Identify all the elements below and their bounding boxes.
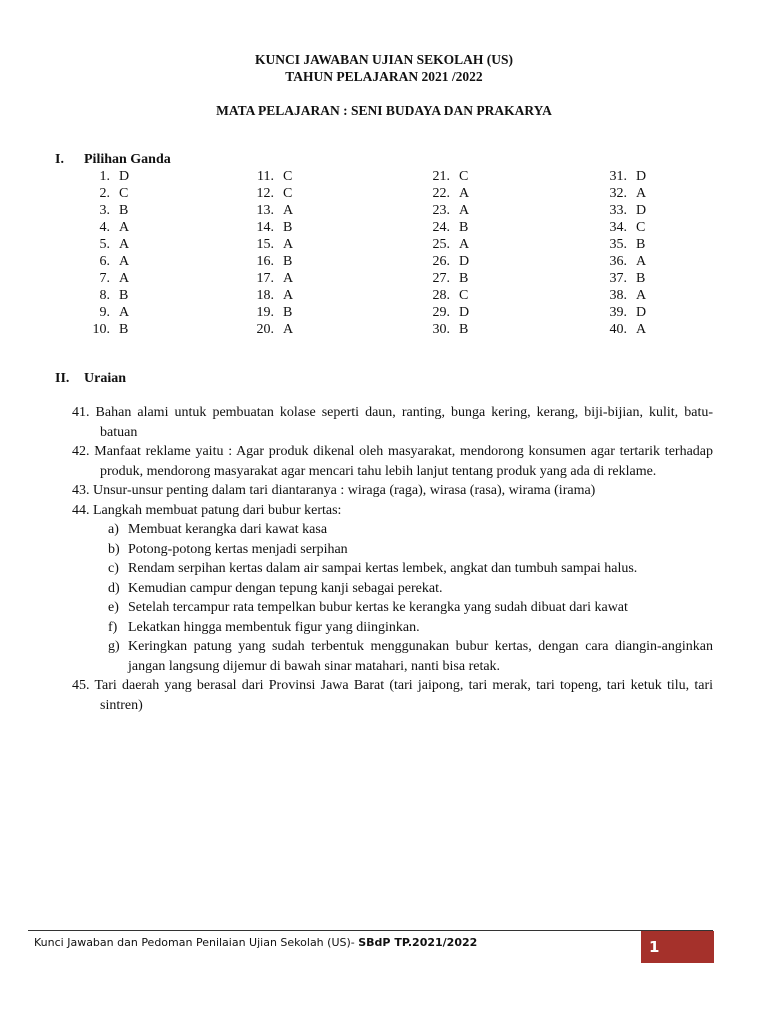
question-number: 13. [256, 203, 274, 218]
question-number: 35. [609, 237, 627, 252]
answer-letter: D [459, 305, 470, 320]
question-number: 28. [432, 288, 450, 303]
answer-row [91, 304, 129, 321]
answer-letter: D [119, 169, 130, 184]
answer-letter: B [283, 254, 293, 269]
essay-44-step [108, 598, 713, 618]
answer-letter: A [119, 220, 130, 235]
question-number: 20. [256, 322, 274, 337]
answer-letter: A [119, 271, 130, 286]
answer-row [254, 185, 293, 202]
answer-row [91, 287, 129, 304]
answer-row [91, 270, 129, 287]
answer-row [430, 219, 469, 236]
answer-letter: C [636, 220, 646, 235]
answer-row [254, 236, 293, 253]
answer-letter: C [283, 169, 293, 184]
answer-letter: B [636, 271, 646, 286]
question-number: 26. [432, 254, 450, 269]
answer-row [254, 219, 293, 236]
section-title: Pilihan Ganda [84, 152, 171, 167]
answer-letter: A [636, 186, 647, 201]
question-number: 22. [432, 186, 450, 201]
question-number: 16. [256, 254, 274, 269]
answer-column [91, 168, 129, 338]
question-number: 39. [609, 305, 627, 320]
page-number-badge: 1 [641, 931, 714, 963]
question-number: 3. [99, 203, 110, 218]
step-letter: g) [108, 639, 120, 654]
answer-letter: B [459, 220, 469, 235]
answer-row [606, 219, 646, 236]
answer-row [606, 185, 646, 202]
question-number: 25. [432, 237, 450, 252]
question-number: 31. [609, 169, 627, 184]
answer-letter: B [119, 288, 129, 303]
doc-title: KUNCI JAWABAN UJIAN SEKOLAH (US) [254, 52, 514, 67]
answer-column [430, 168, 469, 338]
answer-row [430, 202, 469, 219]
footer-label: Kunci Jawaban dan Pedoman Penilaian Ujian Sekolah (US)- [34, 936, 359, 949]
answer-letter: B [119, 203, 129, 218]
answer-letter: A [119, 254, 130, 269]
answer-row [254, 287, 293, 304]
answer-row [606, 270, 646, 287]
step-text: Lekatkan hingga membentuk figur yang diinginkan. [128, 619, 420, 635]
answer-row [254, 202, 293, 219]
answer-letter: A [459, 237, 470, 252]
essay-44-step [108, 579, 713, 599]
answer-row [606, 168, 646, 185]
question-number: 36. [609, 254, 627, 269]
answer-row [606, 321, 646, 338]
answer-letter: B [636, 237, 646, 252]
answer-letter: D [636, 305, 647, 320]
doc-year: TAHUN PELAJARAN 2021 /2022 [285, 69, 483, 84]
answer-letter: C [459, 169, 469, 184]
question-number: 4. [99, 220, 110, 235]
answer-row [91, 185, 129, 202]
doc-subject: MATA PELAJARAN : SENI BUDAYA DAN PRAKARYA [216, 103, 552, 118]
answer-letter: A [119, 237, 130, 252]
answer-row [91, 253, 129, 270]
step-text: Membuat kerangka dari kawat kasa [128, 522, 328, 537]
question-number: 15. [256, 237, 274, 252]
question-number: 30. [432, 322, 450, 337]
question-number: 8. [99, 288, 110, 303]
question-number: 32. [609, 186, 627, 201]
question-number: 12. [256, 186, 274, 201]
step-text: Setelah tercampur rata tempelkan bubur kertas ke kerangka yang sudah dibuat dari kawat [128, 600, 628, 615]
question-number: 9. [99, 305, 110, 320]
question-number: 17. [256, 271, 274, 286]
question-number: 33. [609, 203, 627, 218]
essay-44-step [108, 559, 713, 579]
answer-row [254, 253, 293, 270]
essay-answer-45: 45. Tari daerah yang berasal dari Provinsi Jawa Barat (tari jaipong, tari merak, tari topeng, tari ketuk tilu, tari sintren) [72, 678, 713, 713]
question-number: 37. [609, 271, 627, 286]
footer-text [34, 936, 477, 949]
essay-answer-44: 44. Langkah membuat patung dari bubur kertas: [72, 502, 342, 518]
answer-row [430, 270, 469, 287]
question-number: 7. [99, 271, 110, 286]
answer-letter: D [636, 169, 647, 184]
question-number: 24. [432, 220, 450, 235]
essay-answer-41: 41. Bahan alami untuk pembuatan kolase seperti daun, ranting, bunga kering, kerang, biji-bijian, kulit, batu-batuan [72, 405, 713, 440]
essay-44-step [108, 618, 713, 638]
answer-row [91, 202, 129, 219]
answer-letter: A [459, 186, 470, 201]
answer-letter: A [283, 322, 294, 337]
answer-letter: A [636, 254, 647, 269]
essay-44-step [108, 520, 713, 540]
question-number: 2. [99, 186, 110, 201]
step-letter: b) [108, 541, 120, 557]
answer-letter: C [459, 288, 469, 303]
answer-row [254, 270, 293, 287]
answer-row [606, 304, 646, 321]
step-text: Potong-potong kertas menjadi serpihan [128, 541, 348, 557]
answer-column [606, 168, 646, 338]
question-number: 34. [609, 220, 627, 235]
step-letter: a) [108, 522, 119, 537]
question-number: 19. [256, 305, 274, 320]
footer-bold-label: SBdP TP.2021/2022 [358, 936, 478, 949]
answer-letter: B [283, 305, 293, 320]
answer-letter: B [459, 322, 469, 337]
answer-letter: A [283, 203, 294, 218]
section-title: Uraian [84, 371, 126, 386]
question-number: 38. [609, 288, 627, 303]
answer-letter: C [119, 186, 129, 201]
step-letter: e) [108, 600, 119, 615]
question-number: 27. [432, 271, 450, 286]
question-number: 5. [99, 237, 110, 252]
step-text: Rendam serpihan kertas dalam air sampai kertas lembek, angkat dan tumbuh sampai halus. [128, 561, 638, 576]
footer-divider [28, 930, 713, 931]
section-number: I. [55, 152, 64, 167]
answer-letter: A [283, 237, 294, 252]
answer-column [254, 168, 293, 338]
essay-answer-43: 43. Unsur-unsur penting dalam tari diantaranya : wiraga (raga), wirasa (rasa), wirama (irama) [72, 483, 596, 498]
answer-letter: C [283, 186, 293, 201]
step-letter: f) [108, 619, 118, 635]
section-pilihan-ganda-heading [55, 152, 171, 168]
answer-row [254, 304, 293, 321]
answer-row [430, 185, 469, 202]
answer-row [430, 287, 469, 304]
answer-letter: A [119, 305, 130, 320]
answer-letter: A [283, 288, 294, 303]
answer-letter: A [283, 271, 294, 286]
essay-44-step [108, 637, 713, 676]
question-number: 29. [432, 305, 450, 320]
step-letter: d) [108, 580, 120, 596]
essay-answers [72, 403, 713, 715]
answer-row [91, 236, 129, 253]
answer-row [91, 219, 129, 236]
question-number: 40. [609, 322, 627, 337]
question-number: 10. [92, 322, 110, 337]
answer-row [91, 321, 129, 338]
answer-letter: B [459, 271, 469, 286]
answer-row [430, 253, 469, 270]
answer-row [91, 168, 129, 185]
question-number: 11. [257, 169, 274, 184]
answer-row [430, 168, 469, 185]
answer-letter: D [459, 254, 470, 269]
answer-letter: A [459, 203, 470, 218]
step-letter: c) [108, 561, 119, 576]
answer-row [606, 253, 646, 270]
question-number: 21. [432, 169, 450, 184]
answer-row [430, 321, 469, 338]
essay-44-step [108, 540, 713, 560]
answer-letter: D [636, 203, 647, 218]
answer-row [606, 202, 646, 219]
answer-letter: B [119, 322, 129, 337]
section-number: II. [55, 371, 70, 386]
answer-row [430, 304, 469, 321]
step-text: Kemudian campur dengan tepung kanji sebagai perekat. [128, 580, 443, 596]
question-number: 18. [256, 288, 274, 303]
question-number: 23. [432, 203, 450, 218]
answer-row [254, 321, 293, 338]
essay-44-steps [72, 520, 713, 676]
answer-letter: A [636, 288, 647, 303]
answer-row [430, 236, 469, 253]
answer-row [254, 168, 293, 185]
section-uraian-heading [55, 371, 126, 387]
answer-letter: B [283, 220, 293, 235]
essay-answer-42: 42. Manfaat reklame yaitu : Agar produk dikenal oleh masyarakat, mendorong konsumen agar tertarik terhadap produk, mendorong masyarakat agar mencari tahu lebih lanjut tentang produk yang ada di reklame. [72, 444, 713, 479]
question-number: 6. [99, 254, 110, 269]
question-number: 14. [256, 220, 274, 235]
step-text: Keringkan patung yang sudah terbentuk menggunakan bubur kertas, dengan cara diangin-anginkan jangan langsung dijemur di bawah sinar matahari, nanti bisa retak. [128, 639, 713, 674]
answer-row [606, 287, 646, 304]
answer-letter: A [636, 322, 647, 337]
question-number: 1. [99, 169, 110, 184]
answer-row [606, 236, 646, 253]
